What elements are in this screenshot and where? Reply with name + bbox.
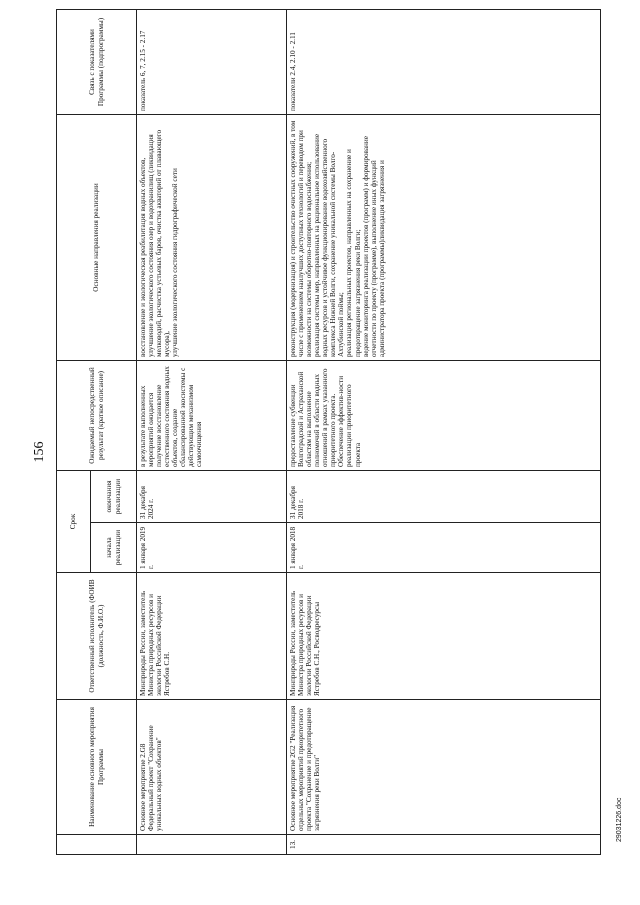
- row-end: 31 декабря 2024 г.: [137, 470, 287, 522]
- row-start: 1 января 2019 г.: [137, 523, 287, 573]
- document-code: 29031226.doc: [616, 797, 623, 842]
- header-result: Ожидаемый непосредственный результат (краткое описание): [57, 360, 137, 470]
- header-row-1: [57, 9, 91, 854]
- row-result: предоставление субвенции Волгоградской и Астраханской областям на выполнение полномочий в области водных отношений в рамках указанного приоритетного проекта. Обеспечение эффектив-ности реализации приоритетного проекта: [287, 360, 601, 470]
- rotated-table-wrapper: [56, 10, 601, 855]
- row-indicators: показатели 2.4, 2.10 - 2.11: [287, 9, 601, 114]
- header-term: Срок: [57, 470, 91, 572]
- row-name: Основное мероприятие 2G2 "Реализация отдельных мероприятий приоритетного проекта "Сохранение и предотвращение загрязнения реки Волги": [287, 700, 601, 835]
- header-end: окончания реализации: [91, 470, 137, 522]
- table-row: [287, 9, 601, 854]
- row-directions: реконструкция (модернизация) и строительство очистных сооружений, в том числе с применением наилучших доступных технологий и переводом при возможности на системы оборотно-повторного водоснабжения; реализация системы мер, направленных на рациональное использование водных ресурсов и устойчивое функционирование водохозяйственного комплекса Нижней Волги, сохранение уникальной системы Волго-Ахтубинской поймы; реализация региональных проектов, направленных на сохранение и предотвращение загрязнения реки Волги; ведение мониторинга реализации проектов (программ) и формирование отчетности по проекту (программе), выполнение иных функций администратора проекта (программы)ликвидация загрязнения и: [287, 114, 601, 360]
- page-number: 156: [32, 441, 47, 463]
- row-name: Основное мероприятие 2.G8 Федеральный проект "Сохранение уникальных водных объектов": [137, 700, 287, 835]
- row-directions: восстановление и экологическая реабилитация водных объектов, улучшение экологического состояния озер и водохранилищ (ликвидация мелководий, расчистка устьевых баров, очистка акваторий от плавающего мусора), улучшение экологического состояния гидрографической сети: [137, 114, 287, 360]
- header-name: Наименование основного мероприятия Программы: [57, 700, 137, 835]
- row-responsible: Минприроды России, заместитель Министра природных ресурсов и экологии Российской Федерации Ястребов С.Н., Росводресурсы: [287, 573, 601, 700]
- header-responsible: Ответственный исполнитель (ФОИВ (должность, Ф.И.О.): [57, 573, 137, 700]
- header-start: начала реализации: [91, 523, 137, 573]
- table-row: [137, 9, 287, 854]
- program-table: [56, 9, 601, 855]
- row-indicators: показатель 6, 7, 2.15 - 2.17: [137, 9, 287, 114]
- row-number: 13.: [287, 835, 601, 855]
- row-end: 31 декабря 2018 г.: [287, 470, 601, 522]
- header-number: [57, 835, 137, 855]
- row-responsible: Минприроды России, заместитель Министра природных ресурсов и экологии Российской Федерации Ястребов С.Н.: [137, 573, 287, 700]
- row-number: [137, 835, 287, 855]
- row-result: в результате выполненных мероприятий ожидается получение восстановление естественного состояния водных объектов, создание сбалансированной экосистемы с действующим механизмом самоочищения: [137, 360, 287, 470]
- header-indicators: Связь с показателями Программы (подпрограммы): [57, 9, 137, 114]
- header-directions: Основные направления реализации: [57, 114, 137, 360]
- row-start: 1 января 2018 г.: [287, 523, 601, 573]
